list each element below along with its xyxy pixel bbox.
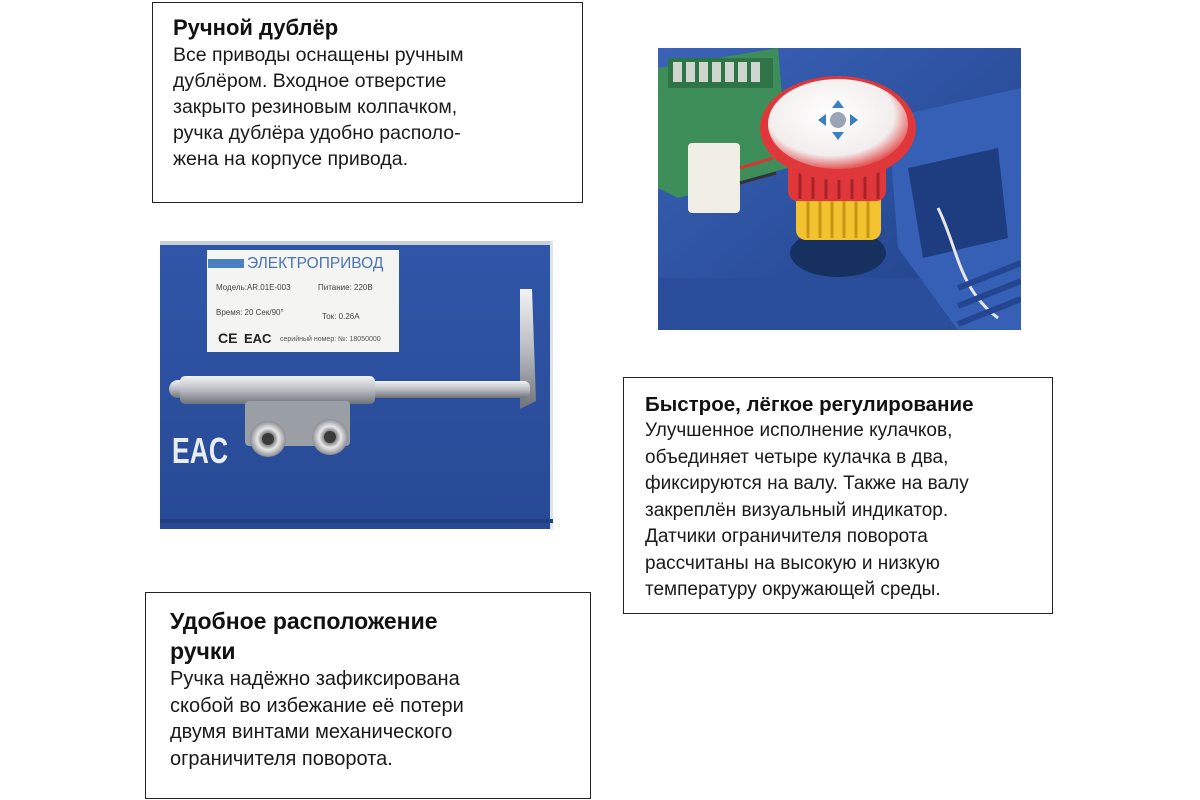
title-line: Удобное расположение [170, 608, 438, 634]
manual-override-box [152, 2, 583, 203]
text-line: Улучшенное исполнение кулачков, [645, 420, 953, 441]
text-line: объединяет четыре кулачка в два, [645, 446, 949, 468]
manual-override-text [173, 42, 543, 172]
handle-location-box [145, 592, 591, 799]
text-line: Все приводы оснащены ручным [173, 44, 464, 66]
text-line: рассчитаны на высокую и низкую [645, 552, 940, 574]
adjustment-title: Быстрое, лёгкое регулирование [645, 393, 974, 416]
text-line: Ручка надёжно зафиксирована [170, 668, 460, 690]
text-line: жена на корпусе привода. [173, 148, 408, 170]
text-line: закрыто резиновым колпачком, [173, 96, 458, 118]
actuator-nameplate-photo [160, 241, 553, 529]
nameplate-brand: ЭЛЕКТРОПРИВОД [247, 255, 384, 272]
text-line: скобой во избежание её потери [170, 694, 464, 717]
manual-override-title: Ручной дублёр [173, 15, 339, 40]
nameplate-power: Питание: 220В [318, 283, 373, 292]
text-line: Датчики ограничителя поворота [645, 526, 928, 547]
text-line: дублёром. Входное отверстие [173, 70, 447, 92]
text-line: закреплён визуальный индикатор. [645, 499, 949, 521]
title-line: ручки [170, 638, 236, 664]
actuator-interior-photo [658, 48, 1021, 330]
text-line: фиксируются на валу. Также на валу [645, 473, 969, 494]
nameplate-current: Ток: 0.26А [322, 312, 360, 321]
text-line: двумя винтами механического [170, 721, 453, 743]
nameplate-ce-mark: CE [218, 330, 238, 346]
handle-location-title [170, 606, 530, 666]
brand-logo [208, 259, 244, 268]
eac-housing-logo: EAC [172, 430, 228, 471]
nameplate-model: Модель:AR.01E-003 [216, 283, 291, 292]
nameplate-time: Время: 20 Сек/90° [216, 308, 284, 317]
handle-location-text [170, 666, 550, 772]
text-line: температуру окружающей среды. [645, 579, 941, 600]
nameplate-eac-mark: EAC [244, 331, 272, 346]
adjustment-text [645, 418, 1040, 604]
text-line: ручка дублёра удобно располо- [173, 122, 461, 144]
nameplate-serial: серийный номер: №: 18050000 [280, 336, 381, 343]
adjustment-box [623, 377, 1053, 614]
text-line: ограничителя поворота. [170, 747, 393, 770]
